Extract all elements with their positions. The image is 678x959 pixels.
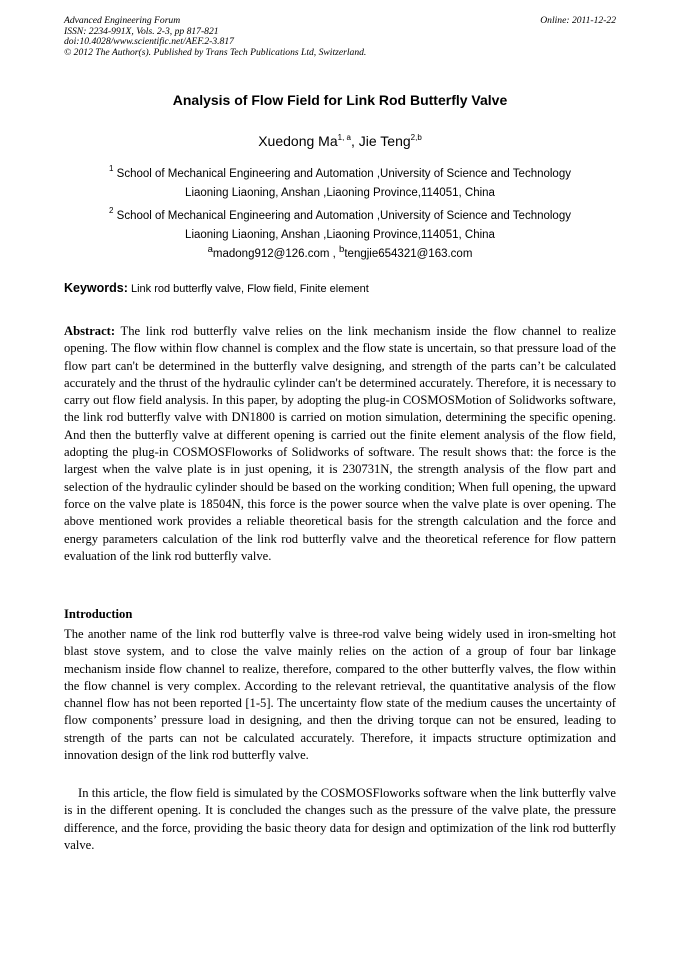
paper-title: Analysis of Flow Field for Link Rod Butterfly Valve (172, 92, 508, 108)
abstract-text: The link rod butterfly valve relies on the link mechanism inside the flow channel to realize opening. The flow within flow channel is complex and the flow state is uncertain, so that pressure load of the flow part can't be determined in the butterfly valve designing, and strength of the parts can’t be calculated accurately and the thrust of the hydraulic cylinder can't be determined accurately. Therefore, it is necessary to carry out flow field analysis. In this paper, by adopting the plug-in COSMOSMotion of Solidworks software, the link rod butterfly valve with DN1800 is carried on motion simulation, determining the specific opening. And then the butterfly valve at different opening is carried out the finite element analysis of the flow field, adopting the plug-in COSMOSFloworks of Solidworks of software. The result shows that: the force is the largest when the valve plate is in just opening, it is 230731N, the strength analysis of the flow part and selection of the hydraulic cylinder should be based on the working condition; When full opening, the upward force on the valve plate is 18504N, this force is the power source when the valve plate is over opening. The above mentioned work provides a reliable theoretical basis for the strength calculation and the force and energy parameters calculation of the link rod butterfly valve and the theoretical reference for flow pattern evaluation of the link rod butterfly valve. (64, 324, 617, 563)
abstract (64, 323, 616, 565)
keywords (64, 281, 616, 295)
issn-line: ISSN: 2234-991X, Vols. 2-3, pp 817-821 (64, 25, 219, 37)
affiliation-1-line2: Liaoning Liaoning, Anshan ,Liaoning Province,114051, China (185, 187, 495, 199)
keywords-text: Link rod butterfly valve, Flow field, Finite element (130, 283, 369, 295)
online-date: Online: 2011-12-22 (540, 15, 616, 26)
email-b-sup: b (339, 244, 345, 255)
introduction-paragraph-1: The another name of the link rod butterfly valve is three-rod valve being widely used in iron-smelting hot blast stove system, and to close the valve mainly relies on the action of a group of four bar linkage mechanism inside flow channel to realize, therefore, compared to the other butterfly valves, the flow within the flow channel is very complex. According to the relevant retrieval, the quantitative analysis of the flow channel flow has not been reported [1-5]. The uncertainty flow state of the medium causes the uncertainty of flow components’ pressure load in designing, and then the driving torque can not be ensured, leading to strength of the parts can not be calculated accurately. Therefore, it impacts structure optimization and innovation design of the link rod butterfly valve. (64, 627, 616, 763)
email-a: madong912@126.com , (212, 247, 336, 260)
doi-line: doi:10.4028/www.scientific.net/AEF.2-3.817 (64, 36, 234, 48)
journal-name: Advanced Engineering Forum (64, 15, 181, 26)
email-line (64, 244, 616, 260)
affiliation-2-sup: 2 (109, 206, 114, 215)
email-a-sup: a (207, 244, 213, 255)
affiliation-1 (64, 165, 616, 203)
affiliation-2 (64, 207, 616, 245)
author-separator: , (350, 133, 359, 149)
affiliation-2-line2: Liaoning Liaoning, Anshan ,Liaoning Province,114051, China (185, 229, 495, 241)
affiliation-1-sup: 1 (109, 164, 114, 173)
author-1-name: Xuedong Ma (258, 133, 338, 149)
email-b: tengjie654321@163.com (344, 247, 473, 260)
abstract-label: Abstract: (64, 324, 116, 338)
journal-header (64, 16, 616, 58)
keywords-label: Keywords: (64, 281, 128, 295)
author-line (64, 133, 616, 149)
author-1-sup: 1, a (337, 133, 351, 142)
introduction-paragraph-2: In this article, the flow field is simulated by the COSMOSFloworks software when the link butterfly valve is in the different opening. It is concluded the changes such as the pressure of the valve plate, the pressure difference, and the force, providing the basic theory data for design and optimization of the link rod butterfly valve. (64, 786, 616, 852)
author-2-name: Jie Teng (358, 133, 411, 149)
affiliation-2-line1: School of Mechanical Engineering and Automation ,University of Science and Technology (116, 210, 571, 222)
affiliation-1-line1: School of Mechanical Engineering and Automation ,University of Science and Technology (116, 168, 571, 180)
author-2-sup: 2,b (410, 133, 422, 142)
copyright-line: © 2012 The Author(s). Published by Trans Tech Publications Ltd, Switzerland. (64, 46, 367, 58)
introduction-heading: Introduction (64, 607, 133, 621)
